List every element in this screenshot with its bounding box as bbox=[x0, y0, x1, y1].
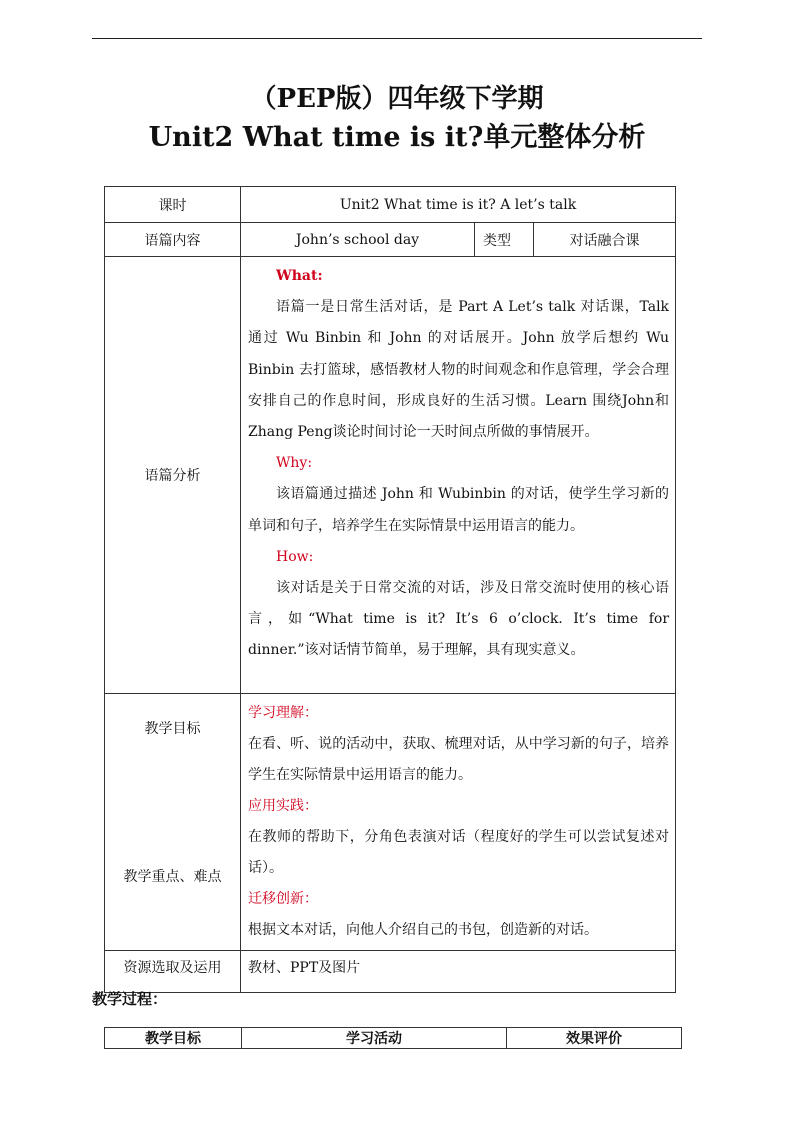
table-row-analysis bbox=[105, 257, 676, 694]
process-col-activity: 学习活动 bbox=[242, 1028, 507, 1049]
goal-text-innovation: 根据文本对话，向他人介绍自己的书包，创造新的对话。 bbox=[248, 922, 598, 938]
type-label: 类型 bbox=[475, 223, 534, 257]
why-heading: Why: bbox=[276, 455, 313, 472]
process-col-goal: 教学目标 bbox=[105, 1028, 242, 1049]
resources-label: 资源选取及运用 bbox=[105, 951, 241, 993]
table-row-lesson bbox=[105, 187, 676, 223]
goals-body bbox=[241, 694, 676, 951]
table-row-content bbox=[105, 223, 676, 257]
process-heading: 教学过程： bbox=[92, 990, 168, 1008]
goal-heading-practice: 应用实践： bbox=[248, 798, 318, 814]
goal-text-practice: 在教师的帮助下，分角色表演对话（程度好的学生可以尝试复述对话）。 bbox=[248, 829, 670, 876]
table-row-goals bbox=[105, 694, 676, 951]
unit-analysis-table bbox=[104, 186, 676, 993]
goal-heading-innovation: 迁移创新： bbox=[248, 891, 318, 907]
table-row-resources bbox=[105, 951, 676, 993]
process-header-row bbox=[105, 1028, 682, 1049]
how-heading: How: bbox=[276, 548, 314, 565]
keypoints-label: 教学重点、难点 bbox=[123, 869, 222, 885]
lesson-label: 课时 bbox=[105, 187, 241, 223]
how-text: 该对话是关于日常交流的对话，涉及日常交流时使用的核心语言，如“What time is it? It’s 6 o’clock. It’s time for dinner.”该对话情节简单，易于理解，具有现实意义。 bbox=[248, 580, 670, 659]
what-text: 语篇一是日常生活对话，是 Part A Let’s talk 对话课，Talk 通过 Wu Binbin 和 John 的对话展开。John 放学后想约 Wu Binbin 去打篮球，感悟教材人物的时间观念和作息管理，学会合理安排自己的作息时间，形成良好的生活习惯。Learn 围绕John和Zhang Peng谈论时间讨论一天时间点所做的事情展开。 bbox=[248, 299, 670, 441]
content-label: 语篇内容 bbox=[105, 223, 241, 257]
resources-value: 教材、PPT及图片 bbox=[241, 951, 676, 993]
document-title: （PEP版）四年级下学期 bbox=[250, 84, 544, 114]
lesson-value: Unit2 What time is it? A let’s talk bbox=[241, 187, 676, 223]
goal-text-understanding: 在看、听、说的活动中，获取、梳理对话，从中学习新的句子，培养学生在实际情景中运用语言的能力。 bbox=[248, 736, 670, 783]
process-table bbox=[104, 1027, 682, 1049]
goals-label-cell bbox=[105, 694, 241, 951]
type-value: 对话融合课 bbox=[534, 223, 676, 257]
analysis-label: 语篇分析 bbox=[105, 257, 241, 694]
goals-label: 教学目标 bbox=[144, 721, 201, 737]
why-text: 该语篇通过描述 John 和 Wubinbin 的对话，使学生学习新的单词和句子，培养学生在实际情景中运用语言的能力。 bbox=[248, 486, 670, 534]
analysis-body bbox=[241, 257, 676, 694]
process-col-evaluation: 效果评价 bbox=[507, 1028, 682, 1049]
what-heading: What: bbox=[276, 268, 323, 284]
document-subtitle: Unit2 What time is it?单元整体分析 bbox=[148, 122, 646, 153]
header-rule bbox=[92, 38, 702, 39]
goal-heading-understanding: 学习理解： bbox=[248, 705, 318, 721]
content-value: John’s school day bbox=[241, 223, 475, 257]
